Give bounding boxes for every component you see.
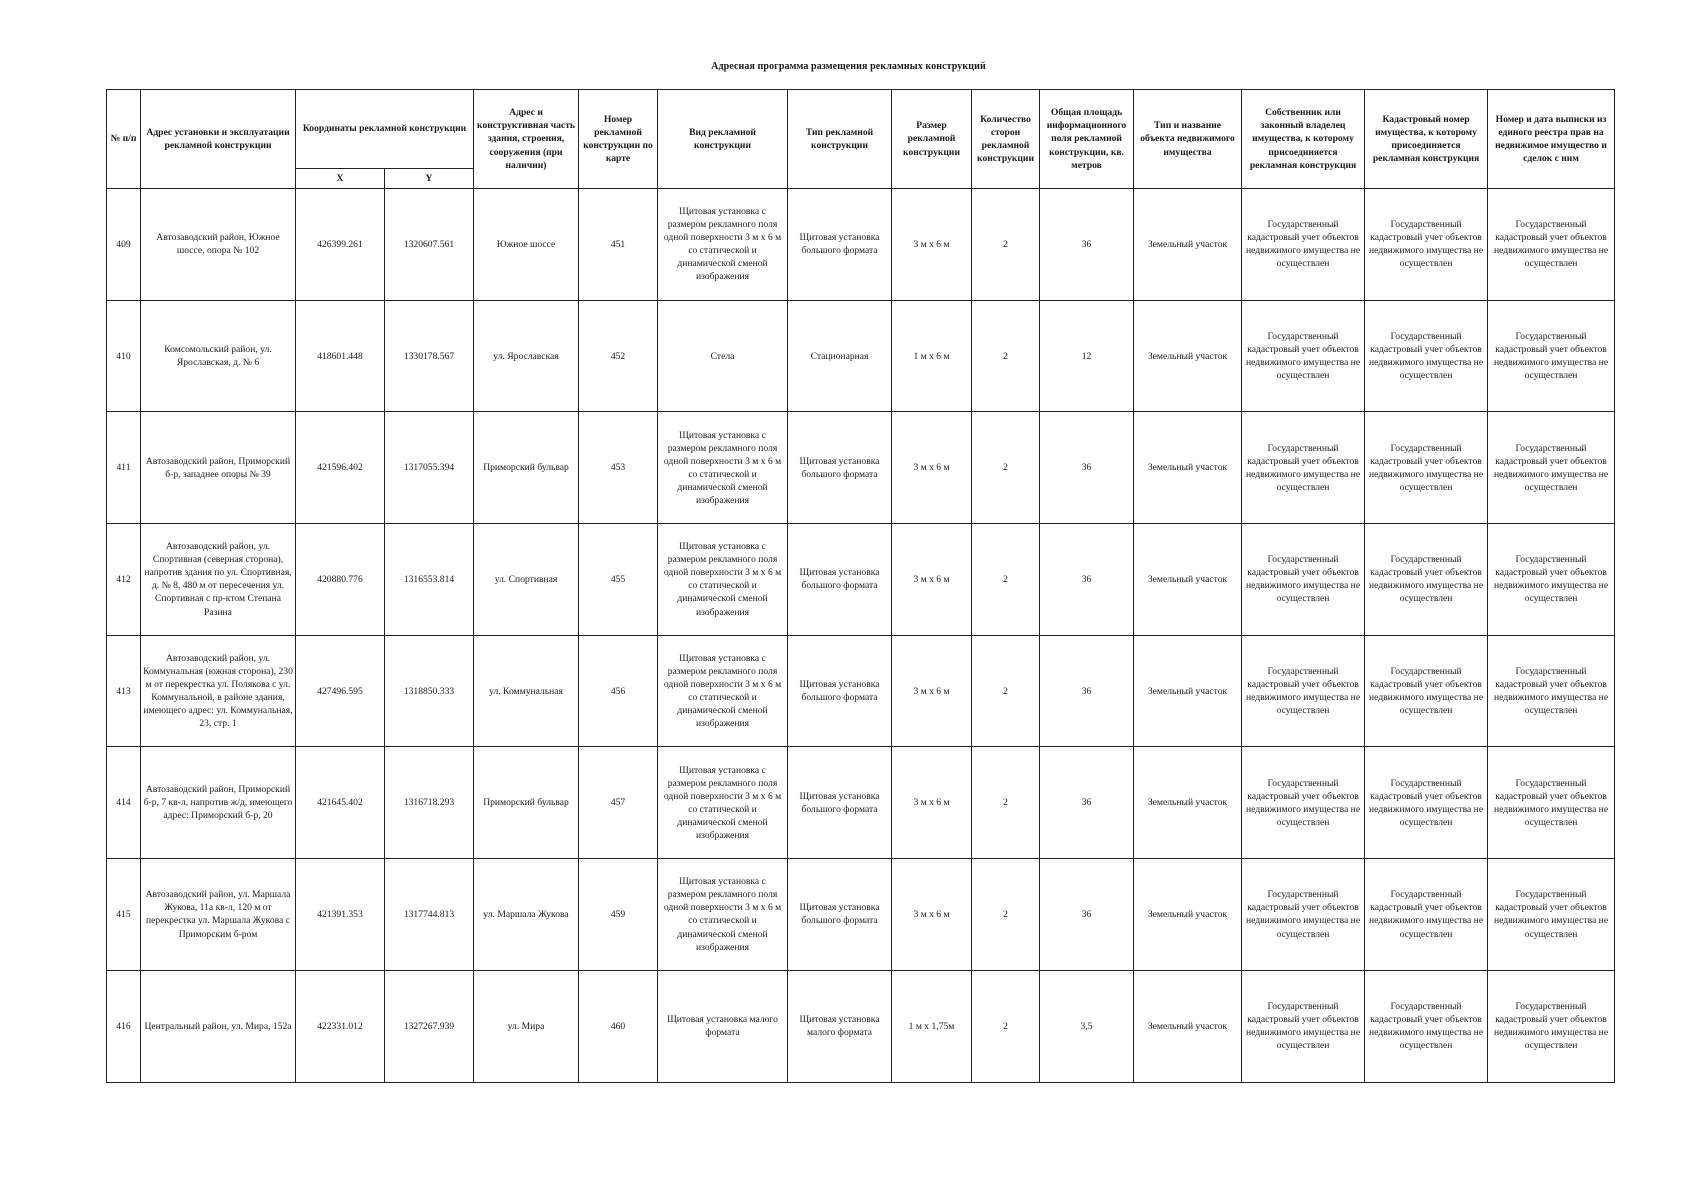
cell-map-number: 459 [579, 859, 658, 971]
cell-owner: Государственный кадастровый учет объектов недвижимого имущества не осуществлен [1242, 859, 1365, 971]
cell-address: Центральный район, ул. Мира, 152а [141, 970, 296, 1082]
cell-owner: Государственный кадастровый учет объектов недвижимого имущества не осуществлен [1242, 300, 1365, 412]
cell-x: 421645.402 [296, 747, 385, 859]
cell-map-number: 455 [579, 524, 658, 636]
cell-building: Южное шоссе [474, 189, 579, 301]
cell-kind: Щитовая установка с размером рекламного поля одной поверхности 3 м х 6 м со статической и динамической сменой изображения [658, 524, 788, 636]
header-coords: Координаты рекламной конструкции [296, 90, 474, 169]
cell-kind: Щитовая установка с размером рекламного поля одной поверхности 3 м х 6 м со статической и динамической сменой изображения [658, 747, 788, 859]
header-x: X [296, 169, 385, 189]
cell-kind: Щитовая установка с размером рекламного поля одной поверхности 3 м х 6 м со статической и динамической сменой изображения [658, 412, 788, 524]
cell-num: 413 [107, 635, 141, 747]
cell-cadastral: Государственный кадастровый учет объектов недвижимого имущества не осуществлен [1365, 412, 1488, 524]
cell-y: 1316553.814 [385, 524, 474, 636]
cell-cadastral: Государственный кадастровый учет объектов недвижимого имущества не осуществлен [1365, 524, 1488, 636]
cell-y: 1327267.939 [385, 970, 474, 1082]
cell-property: Земельный участок [1134, 635, 1242, 747]
cell-property: Земельный участок [1134, 412, 1242, 524]
cell-map-number: 452 [579, 300, 658, 412]
cell-area: 36 [1040, 859, 1134, 971]
cell-sides: 2 [972, 300, 1040, 412]
cell-map-number: 451 [579, 189, 658, 301]
cell-address: Автозаводский район, ул. Спортивная (северная сторона), напротив здания по ул. Спортивная, д. № 8, 480 м от пересечения ул. Спортивная с пр-ктом Степана Разина [141, 524, 296, 636]
cell-x: 422331.012 [296, 970, 385, 1082]
cell-map-number: 453 [579, 412, 658, 524]
table-row [107, 524, 1615, 636]
header-cadastral: Кадастровый номер имущества, к которому присоединяется рекламная конструкция [1365, 90, 1488, 189]
cell-x: 421391.353 [296, 859, 385, 971]
cell-kind: Щитовая установка с размером рекламного поля одной поверхности 3 м х 6 м со статической и динамической сменой изображения [658, 635, 788, 747]
advertising-structures-table [106, 89, 1615, 1083]
cell-sides: 2 [972, 412, 1040, 524]
cell-y: 1330178.567 [385, 300, 474, 412]
header-area: Общая площадь информационного поля рекламной конструкции, кв. метров [1040, 90, 1134, 189]
table-row [107, 970, 1615, 1082]
header-y: Y [385, 169, 474, 189]
cell-size: 1 м х 1,75м [892, 970, 972, 1082]
cell-property: Земельный участок [1134, 524, 1242, 636]
cell-y: 1317055.394 [385, 412, 474, 524]
cell-building: ул. Ярославская [474, 300, 579, 412]
cell-building: ул. Коммунальная [474, 635, 579, 747]
cell-registry: Государственный кадастровый учет объектов недвижимого имущества не осуществлен [1488, 747, 1615, 859]
table-row [107, 747, 1615, 859]
header-registry: Номер и дата выписки из единого реестра прав на недвижимое имущество и сделок с ним [1488, 90, 1615, 189]
cell-num: 415 [107, 859, 141, 971]
cell-size: 3 м х 6 м [892, 747, 972, 859]
cell-area: 3,5 [1040, 970, 1134, 1082]
cell-building: Приморский бульвар [474, 747, 579, 859]
cell-area: 36 [1040, 412, 1134, 524]
cell-y: 1320607.561 [385, 189, 474, 301]
cell-registry: Государственный кадастровый учет объектов недвижимого имущества не осуществлен [1488, 859, 1615, 971]
header-address: Адрес установки и эксплуатации рекламной конструкции [141, 90, 296, 189]
cell-address: Автозаводский район, ул. Маршала Жукова, 11а кв-л, 120 м от перекрестка ул. Маршала Жукова с Приморским б-ром [141, 859, 296, 971]
cell-cadastral: Государственный кадастровый учет объектов недвижимого имущества не осуществлен [1365, 747, 1488, 859]
cell-num: 409 [107, 189, 141, 301]
cell-registry: Государственный кадастровый учет объектов недвижимого имущества не осуществлен [1488, 635, 1615, 747]
cell-area: 36 [1040, 189, 1134, 301]
cell-x: 420880.776 [296, 524, 385, 636]
header-map-number: Номер рекламной конструкции по карте [579, 90, 658, 189]
header-kind: Вид рекламной конструкции [658, 90, 788, 189]
cell-type: Щитовая установка большого формата [788, 189, 892, 301]
table-header [107, 90, 1615, 189]
cell-building: ул. Маршала Жукова [474, 859, 579, 971]
cell-sides: 2 [972, 970, 1040, 1082]
cell-property: Земельный участок [1134, 970, 1242, 1082]
header-type: Тип рекламной конструкции [788, 90, 892, 189]
cell-y: 1317744.813 [385, 859, 474, 971]
cell-property: Земельный участок [1134, 300, 1242, 412]
cell-owner: Государственный кадастровый учет объектов недвижимого имущества не осуществлен [1242, 412, 1365, 524]
cell-cadastral: Государственный кадастровый учет объектов недвижимого имущества не осуществлен [1365, 189, 1488, 301]
cell-sides: 2 [972, 859, 1040, 971]
table-row [107, 635, 1615, 747]
cell-y: 1316718.293 [385, 747, 474, 859]
cell-type: Щитовая установка большого формата [788, 747, 892, 859]
cell-size: 1 м х 6 м [892, 300, 972, 412]
cell-type: Щитовая установка большого формата [788, 524, 892, 636]
table-body [107, 189, 1615, 1083]
table-row [107, 859, 1615, 971]
cell-kind: Стела [658, 300, 788, 412]
cell-registry: Государственный кадастровый учет объектов недвижимого имущества не осуществлен [1488, 412, 1615, 524]
header-property: Тип и название объекта недвижимого имущества [1134, 90, 1242, 189]
cell-x: 418601.448 [296, 300, 385, 412]
cell-size: 3 м х 6 м [892, 859, 972, 971]
cell-x: 421596.402 [296, 412, 385, 524]
cell-registry: Государственный кадастровый учет объектов недвижимого имущества не осуществлен [1488, 970, 1615, 1082]
cell-registry: Государственный кадастровый учет объектов недвижимого имущества не осуществлен [1488, 524, 1615, 636]
cell-size: 3 м х 6 м [892, 189, 972, 301]
cell-cadastral: Государственный кадастровый учет объектов недвижимого имущества не осуществлен [1365, 300, 1488, 412]
cell-num: 410 [107, 300, 141, 412]
cell-num: 411 [107, 412, 141, 524]
cell-owner: Государственный кадастровый учет объектов недвижимого имущества не осуществлен [1242, 524, 1365, 636]
cell-type: Стационарная [788, 300, 892, 412]
cell-address: Автозаводский район, Приморский б-р, западнее опоры № 39 [141, 412, 296, 524]
header-sides: Количество сторон рекламной конструкции [972, 90, 1040, 189]
cell-property: Земельный участок [1134, 747, 1242, 859]
table-row [107, 412, 1615, 524]
cell-x: 426399.261 [296, 189, 385, 301]
cell-registry: Государственный кадастровый учет объектов недвижимого имущества не осуществлен [1488, 300, 1615, 412]
cell-size: 3 м х 6 м [892, 524, 972, 636]
header-building: Адрес и конструктивная часть здания, строения, сооружения (при наличии) [474, 90, 579, 189]
cell-sides: 2 [972, 189, 1040, 301]
cell-cadastral: Государственный кадастровый учет объектов недвижимого имущества не осуществлен [1365, 859, 1488, 971]
cell-sides: 2 [972, 635, 1040, 747]
cell-building: Приморский бульвар [474, 412, 579, 524]
cell-property: Земельный участок [1134, 189, 1242, 301]
header-owner: Собственник или законный владелец имущества, к которому присоединяется рекламная конструкция [1242, 90, 1365, 189]
cell-area: 12 [1040, 300, 1134, 412]
cell-num: 414 [107, 747, 141, 859]
cell-property: Земельный участок [1134, 859, 1242, 971]
document-title: Адресная программа размещения рекламных конструкций [711, 61, 986, 72]
cell-type: Щитовая установка большого формата [788, 859, 892, 971]
cell-address: Автозаводский район, ул. Коммунальная (южная сторона), 230 м от перекрестка ул. Полякова с ул. Коммунальной, в районе здания, имеющего адрес: ул. Коммунальная, 23, стр. 1 [141, 635, 296, 747]
cell-building: ул. Спортивная [474, 524, 579, 636]
cell-kind: Щитовая установка малого формата [658, 970, 788, 1082]
cell-area: 36 [1040, 635, 1134, 747]
cell-building: ул. Мира [474, 970, 579, 1082]
cell-address: Автозаводский район, Приморский б-р, 7 кв-л, напротив ж/д, имеющего адрес: Приморский б-р, 20 [141, 747, 296, 859]
cell-owner: Государственный кадастровый учет объектов недвижимого имущества не осуществлен [1242, 970, 1365, 1082]
cell-kind: Щитовая установка с размером рекламного поля одной поверхности 3 м х 6 м со статической и динамической сменой изображения [658, 189, 788, 301]
cell-x: 427496.595 [296, 635, 385, 747]
cell-y: 1318850.333 [385, 635, 474, 747]
cell-address: Автозаводский район, Южное шоссе, опора № 102 [141, 189, 296, 301]
cell-owner: Государственный кадастровый учет объектов недвижимого имущества не осуществлен [1242, 747, 1365, 859]
header-size: Размер рекламной конструкции [892, 90, 972, 189]
table-row [107, 300, 1615, 412]
cell-sides: 2 [972, 524, 1040, 636]
cell-registry: Государственный кадастровый учет объектов недвижимого имущества не осуществлен [1488, 189, 1615, 301]
cell-map-number: 456 [579, 635, 658, 747]
cell-area: 36 [1040, 747, 1134, 859]
cell-num: 412 [107, 524, 141, 636]
cell-type: Щитовая установка большого формата [788, 412, 892, 524]
cell-type: Щитовая установка малого формата [788, 970, 892, 1082]
table-row [107, 189, 1615, 301]
cell-cadastral: Государственный кадастровый учет объектов недвижимого имущества не осуществлен [1365, 635, 1488, 747]
cell-owner: Государственный кадастровый учет объектов недвижимого имущества не осуществлен [1242, 189, 1365, 301]
cell-sides: 2 [972, 747, 1040, 859]
cell-num: 416 [107, 970, 141, 1082]
cell-size: 3 м х 6 м [892, 635, 972, 747]
cell-address: Комсомольский район, ул. Ярославская, д. № 6 [141, 300, 296, 412]
cell-size: 3 м х 6 м [892, 412, 972, 524]
cell-type: Щитовая установка большого формата [788, 635, 892, 747]
cell-owner: Государственный кадастровый учет объектов недвижимого имущества не осуществлен [1242, 635, 1365, 747]
cell-kind: Щитовая установка с размером рекламного поля одной поверхности 3 м х 6 м со статической и динамической сменой изображения [658, 859, 788, 971]
cell-map-number: 457 [579, 747, 658, 859]
cell-cadastral: Государственный кадастровый учет объектов недвижимого имущества не осуществлен [1365, 970, 1488, 1082]
cell-area: 36 [1040, 524, 1134, 636]
header-num: № п/п [107, 90, 141, 189]
cell-map-number: 460 [579, 970, 658, 1082]
